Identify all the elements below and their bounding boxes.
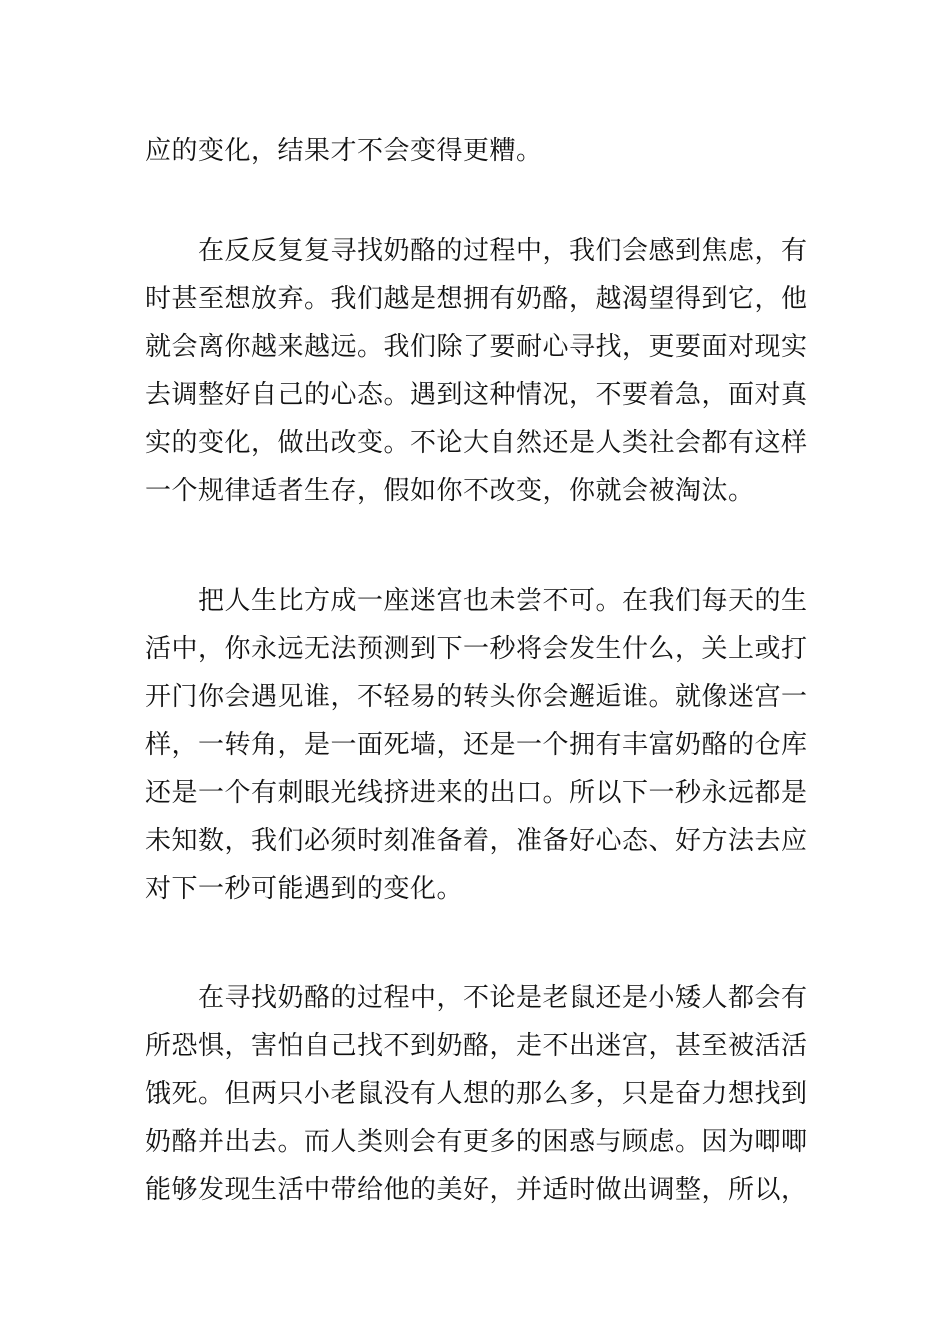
- text-line: 还是一个有刺眼光线挤进来的出口。所以下一秒永远都是: [145, 778, 808, 808]
- text-line: 把人生比方成一座迷宫也未尝不可。在我们每天的生: [198, 586, 808, 616]
- text-line: 应的变化，结果才不会变得更糟。: [145, 136, 543, 166]
- text-line: 去调整好自己的心态。遇到这种情况，不要着急，面对真: [145, 380, 808, 410]
- text-line: 就会离你越来越远。我们除了要耐心寻找，更要面对现实: [145, 332, 808, 362]
- text-line: 样，一转角，是一面死墙，还是一个拥有丰富奶酪的仓库: [145, 730, 808, 760]
- text-line: 开门你会遇见谁，不轻易的转头你会邂逅谁。就像迷宫一: [145, 682, 808, 712]
- text-line: 未知数，我们必须时刻准备着，准备好心态、好方法去应: [145, 826, 808, 856]
- text-line: 活中，你永远无法预测到下一秒将会发生什么，关上或打: [145, 634, 808, 664]
- text-line: 能够发现生活中带给他的美好，并适时做出调整，所以，: [145, 1175, 808, 1205]
- text-line: 实的变化，做出改变。不论大自然还是人类社会都有这样: [145, 428, 808, 458]
- text-line: 奶酪并出去。而人类则会有更多的困惑与顾虑。因为唧唧: [145, 1127, 808, 1157]
- paragraph-fear: [145, 974, 807, 1214]
- text-line: 时甚至想放弃。我们越是想拥有奶酪，越渴望得到它，他: [145, 284, 808, 314]
- paragraph-continuation: [145, 127, 807, 175]
- paragraph-maze: [145, 577, 807, 913]
- text-line: 一个规律适者生存，假如你不改变，你就会被淘汰。: [145, 476, 755, 506]
- text-line: 所恐惧，害怕自己找不到奶酪，走不出迷宫，甚至被活活: [145, 1031, 808, 1061]
- text-line: 在寻找奶酪的过程中，不论是老鼠还是小矮人都会有: [198, 983, 808, 1013]
- text-line: 在反反复复寻找奶酪的过程中，我们会感到焦虑，有: [198, 236, 808, 266]
- paragraph-anxiety: [145, 227, 807, 515]
- text-line: 对下一秒可能遇到的变化。: [145, 874, 464, 904]
- text-line: 饿死。但两只小老鼠没有人想的那么多，只是奋力想找到: [145, 1079, 808, 1109]
